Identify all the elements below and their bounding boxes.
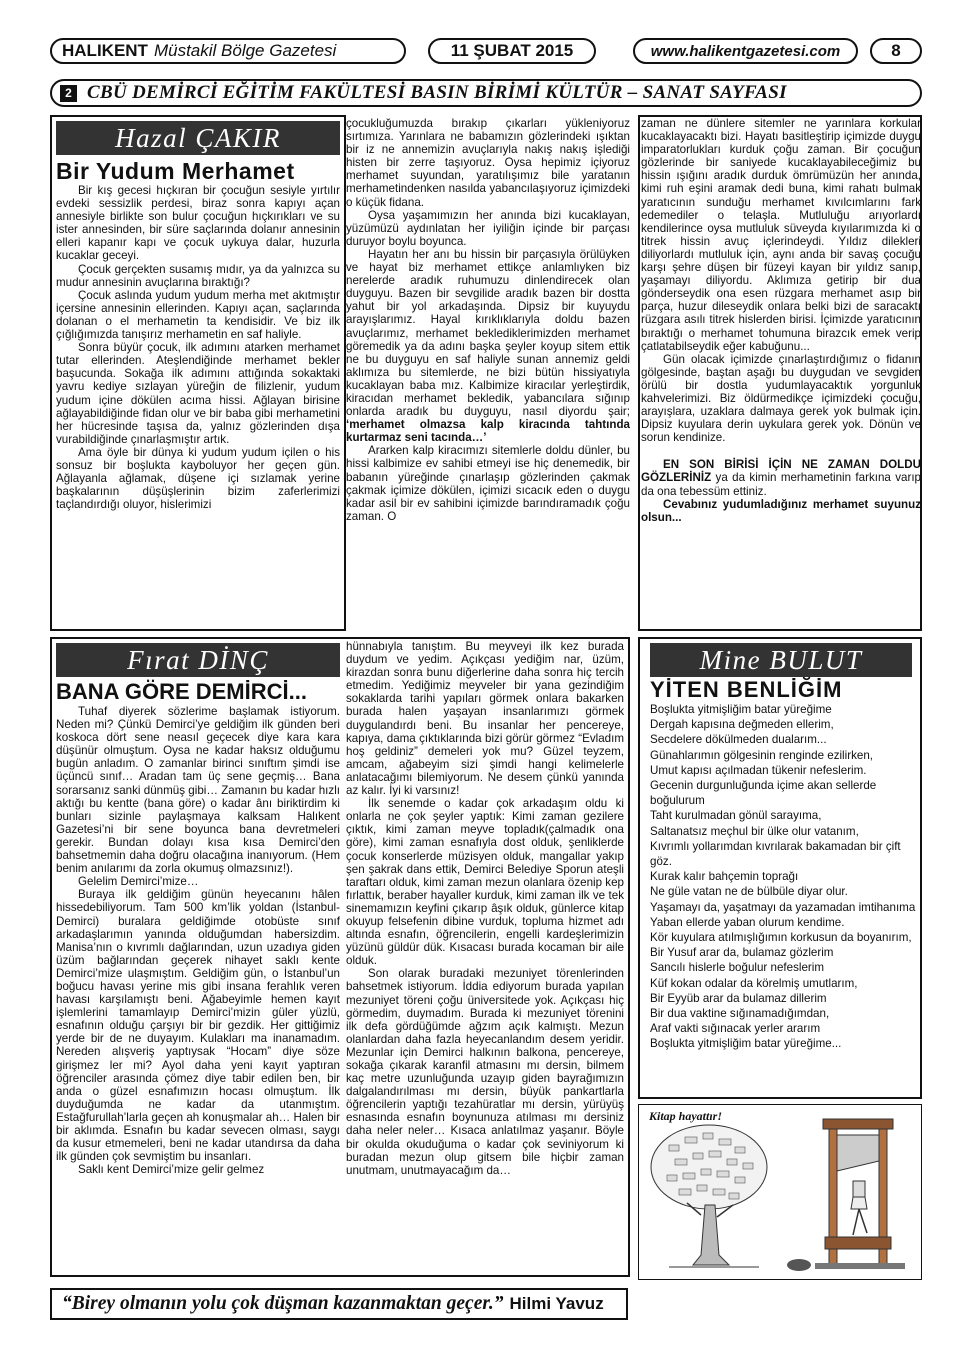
paragraph-bold-question [641, 458, 921, 497]
paragraph: zaman ne dünlere sitemler ne yarınlara korkular kucaklayacaktı bizi. Hayatı basitleştirip içimizde duygu imparatorlukları kurduk çoğu zaman. Bir çocuğun gözlerinde bir saniyede kucaklayabileceğimiz bu hissin ışığını aradık durduk ömrümüzün her anında, kimi ruh eşini aramak dedi buna, kimi rahatı bulmak yaratıcının sunduğu merhamet kıvılcımlarını fark edemediler o telaşla. Mutluluğu arıyorlardı kendilerince oysa mutluluk süveyda kıyılarımızda ki o titrek hissin avuç içlerindeydi. Yıldız dilekleri diliyorlardı mutluluk için, aynı anda bir savaş çocuğu karşı şehre düşen bir füzeyi kayan bir yıldız sanıp, yaşamayı diliyordu. Aklımıza getirip bir dua gönderseydik ona esen rüzgara merhamet asıp bir parça, huzur dileseydik onlara belki bizi de saracaktı rüzgara asılı titrek hislerden birisi. İçimizde yaratıcının bıraktığı o merhamet tohumuna birazcık emek verip çatlatabilseydik eğer kabuğunu... [641, 117, 921, 353]
poem-line: Araf vakti sığınacak yerler ararım [650, 1022, 821, 1036]
article1-column-3 [641, 117, 921, 627]
paragraph: çocukluğumuzda bırakıp çıkarları yükleniyoruz sırtımıza. Yarınlara ne babamızın gözlerindeki ışıktan bir iz ne annemizin avuçlarıyla nakış nakış işlediği histen bir zerre taşıyoruz. Oysa hepimiz içiyoruz merhamet suyundan, yaratılışımız bile yaratanın merhametindenken nasılda yabancılaşıyoruz içimizdeki o küçük fidana. [346, 117, 630, 209]
section-number: 2 [60, 85, 77, 102]
article1-author: Hazal ÇAKIR [56, 121, 340, 155]
poem-line: Taht kurulmadan gönül sarayıma, [650, 809, 822, 823]
paragraph: Ama öyle bir dünya ki yudum yudum içilen o his sonsuz bir boşlukta kayboluyor her geçen gün. Ağlayanla ağlamak, düşene içi sızlamak yerine başkalarının düşüşlerinin bizim zaferlerimizi taçlandırdığı oluyor, hislerimizi [56, 445, 340, 512]
poet-quote: ‘merhamet olmazsa kalp kiracında tahtında kurtarmaz seni tacında…’ [346, 418, 630, 445]
quote-author: Hilmi Yavuz [509, 1294, 604, 1313]
article1-column-2 [346, 117, 630, 632]
article1-headline: Bir Yudum Merhamet [56, 158, 295, 184]
poem-line: Kurak kalır bahçemin toprağı [650, 870, 799, 884]
poem-line: Ne güle vatan ne de bülbüle diyar olur. [650, 885, 848, 899]
paragraph: Oysa yaşamımızın her anında bizi kucaklayan, yüzümüzü aydınlatan her iyiliğin içinde bir parçası duruyor boylu boyunca. [346, 208, 630, 248]
poem-line: Bir Yusuf arar da, bulamaz gözlerim [650, 946, 834, 960]
poem-line: Kıvrımlı yollarımdan kıvrılarak bakamadan bir çift göz. [650, 839, 901, 869]
paragraph: Çocuk aslında yudum yudum merha met akıtmıştır içersine annesinin ellerinden. Kapıyı açan, saçlarında dolanan o el merhametin ta kendisidir. Ve biz ilk çığlığımızda tanışırız merhametin en saf haliyle. [56, 288, 340, 342]
paper-subtitle: Müstakil Bölge Gazetesi [153, 41, 337, 60]
poem-line: Kör kuyulara atılmışlığımın korkusun da boyanırım, [650, 931, 912, 945]
cartoon-image [639, 1105, 921, 1279]
quote-bar [50, 1288, 628, 1320]
poem-author: Mine BULUT [650, 643, 912, 677]
paragraph: Saklı kent Demirci’mize gelir gelmez [78, 1163, 265, 1177]
poem-line: Gecenin durgunluğunda içime akan sellerde boğulurum [650, 779, 877, 808]
paragraph: Ararken kalp kiracımızı sitemlerle doldu dünler, bu hissi kalbimize ev sahibi etmeyi ise hiç denemedik, bir babanın yüreğinde çınarlaşıp gözlerinden çakmak çakmak içimize dökülen, içimizi sıcacık eden o duygu kadar asil bir ev sahibini içimizde barındıramadık çoğu zaman. O [346, 444, 630, 523]
bold-question: EN SON BİRİSİ İÇİN NE ZAMAN DOLDU GÖZLERİNİZ [641, 458, 921, 485]
book-tree-icon [651, 1125, 767, 1267]
poem-line: Dergah kapısına değmeden ellerim, [650, 718, 834, 732]
guillotine-icon [787, 1119, 905, 1271]
paragraph: Gün olacak içimizde çınarlaştırdığımız o fidanın gölgesinde, baştan aşağı bu duygudan ve sevgiden örülü bir dostla yudumlayacaktık yorgunluk kahvelerimizi. Biz öldürmedikçe içimizdeki çocuğu, arayışlara, uzaklara dalmaya gerek yok bulmak için. Dipsiz kuyulara derin uykulara gerek yok. Dönün ve sorun kendinize. [641, 352, 921, 445]
article2-author: Fırat DİNÇ [56, 643, 340, 677]
paragraph: Buraya ilk geldiğim günün heyecanını hâlen hissedebiliyorum. Tam 500 km’lik yoldan (İstanbul- Demirci) buralara geldiğimde otobüste sınıf arkadaşlarımın yanında olduğumdan habersizdim. Manisa’nın o kıvrımlı dağlarından, uzun uzadıya giden üzüm bağlarından geçerek nihayet saklı kente Demirci’mize ulaşmıştım. Geldiğim gün, o İstanbul’un boğucu havası yerine mis gibi insana ferahlık veren havası karşılamıştı beni. Ağabeyimle hemen kayıt işlemlerini tamamlayıp Demirci’mizin güler yüzlü, esnafının olduğu çarşıyı bir bir gezdik. Her gittiğimiz yerde bir de ne duyayım. Kulakları ma inanamadım. Nereden alışveriş yaptıysak “Hocam” diye söze girişmez ler mi? Ayol daha yeni kayıt yaptıran öğrenciler arasında çömez diye tabir edilen ben, bir anda o güzel esnafımızın hocası olmuştum. İlk duyduğumda ne kadar da utanmıştım. Estağfurullah’larla geçen ah konuşmalar ah… Halen bir bir aklımda. Esnafın bu kadar sevecen olması, saygı da kusur etmemeleri, beni ne kadar utandırsa da daha ilk günden çok sevmiştim bu insanları. [56, 888, 340, 1164]
quote-text: “Birey olmanın yolu çok düşman kazanmaktan geçer.” [62, 1293, 504, 1314]
paragraph: Çocuk gerçekten susamış mıdır, ya da yalnızca su mudur annesinin avuçlarına bıraktığı? [56, 262, 340, 289]
paper-name: HALIKENT [62, 41, 148, 60]
article2-column-2 [346, 640, 624, 1272]
paragraph: Bir kış gecesi hıçkıran bir çocuğun sesiyle yırtılır evdeki sessizlik perdesi, biraz sonra kapıyı açan annesiyle birlikte son bulur çocuğun hıçkırıkları ve su ister annesinden, bir süre saçlarında dolanır annesinin elleri kapanır kapı ve çocuk uykuya dalar, huzurla kucaklar geceyi. [56, 184, 340, 263]
closing-line: Cevabınız yudumladığınız merhamet suyunuz olsun... [641, 497, 921, 524]
paragraph: Gelelim Demirci’mize… [78, 875, 199, 889]
poem-line: Yaban ellerde yaban olurum kendime. [650, 915, 845, 929]
poem-body [650, 702, 918, 1096]
newspaper-name [50, 38, 406, 64]
paragraph: hünnabıyla tanıştım. Bu meyveyi ilk kez burada duydum ve yedim. Açıkçası yediğim nar, üzüm, kirazdan sonra bunu diğerlerine daha sonra hiç tercih etmedim. Yediğimiz meyveler bir yana gezindiğim sokaklarda tarihi yapıları görmek onlara bakarken burada halen yaşayan insanlarımızı görmek duygulandırdı beni. Bu insanlar her pencereye, kapıya, dama çıktıklarında bizi görür görmez “Evladım hoş geldiniz” demeleri yok mu? Güzel teyzem, amcam, ağabeyim sizi şimdi hangi kelimelerle anlatacağımı bilemiyorum. Ne desem çünkü yanında az kalır. İyi ki varsınız! [346, 640, 624, 798]
poem-line: Boşlukta yitmişliğim batar yüreğime [650, 703, 832, 716]
poem-line: Bir Eyyüb arar da bulamaz dillerim [650, 991, 827, 1005]
paragraph: İlk senemde o kadar çok arkadaşım oldu ki onlarla ne çok şeyler yaptık: Kimi zaman gezilere çıktık, kimi zaman meyve topladık(çalmadık ona göre), kimi zaman esnafıyla dost olduk, şenliklerde çocuk konserlerde müzisyen olduk, mangallar yakıp şen şakrak dans ettik, Demirci Belediye Sporun ateşli taraftarı olduk, kimi zaman mezun olanlara özenip kep fırlattık, beraber hayaller kurduk, kimi zaman ilk ve tek sinemamızın keyfini çıkarıp âşık olduk, günlerce kitap okuyup felsefenin dibine vurduk, topluma hizmet adı altında esnafın, öğrencilerin, engelli kardeşlerimizin yüzünü güldür dük. Kısacası burada kocaman bir aile olduk. [346, 797, 624, 968]
poem-line: Günahlarımın gölgesinin renginde ezilirken, [650, 748, 873, 762]
paragraph: Sonra büyür çocuk, ilk adımını atarken merhamet tutar ellerinden. Ateşlendiğinde merhamet bekler başucunda. Sokağa ilk adımını attığında sokaktaki yavru kediye sızlayan yüreğin de filizlenir, yudum yudum içine dökülen acıma hissi. Ağlayan birisine ağlayabildiğinde fidan olur ve bir baba gibi merhametini her hücresinde taşısa da, yalnız gözlerinden dışa vurabildiğinde çınarlaşmıştır artık. [56, 341, 340, 446]
poem-line: Sancılı hislerle boğulur nefeslerim [650, 961, 824, 975]
article2-column-1 [56, 705, 340, 1271]
poem-line: Saltanatsız meçhul bir ülke olur vatanım, [650, 824, 859, 838]
poem-line: Bir dua vaktine sığınamadığımdan, [650, 1007, 830, 1021]
poem-line: Secdelere dökülmeden dualarım... [650, 733, 827, 747]
cartoon-caption: Kitap hayattır! [649, 1109, 723, 1123]
article2-headline: BANA GÖRE DEMİRCİ... [56, 679, 307, 704]
paragraph [346, 248, 630, 444]
question-tail: ya da kimin merhametinin farkına varıp da ona tebessüm ettiniz. [641, 471, 921, 498]
website-url[interactable]: www.halikentgazetesi.com [633, 38, 858, 64]
poem-line: Boşlukta yitmişliğim batar yüreğime... [650, 1037, 842, 1051]
issue-date: 11 ŞUBAT 2015 [428, 38, 596, 64]
section-title: CBÜ DEMİRCİ EĞİTİM FAKÜLTESİ BASIN BİRİMİ KÜLTÜR – SANAT SAYFASI [87, 82, 787, 103]
poem-title: YİTEN BENLİĞİM [650, 677, 843, 702]
article1-column-1 [56, 184, 340, 626]
section-header [50, 79, 922, 107]
paragraph: Son olarak buradaki mezuniyet törenlerinden bahsetmek istiyorum. İddia ediyorum burada yapılan mezuniyet töreni çoğu üniversitede yok. Açıkçası hiç görmedim, duymadım. Burada ki mezuniyet törenini ilk defa gördüğümde ağzım açık kalmıştı. Mezun olanlardan daha fazla heyecanlandım desem yeridir. Mezunlar için Demirci halkının balkona, pencereye, sokağa çıkarak karanfil atmasını mı dersin, bilmem kaç metre uzunluğunda uzayıp giden bayrağımızın dalgalandırılması mı dersin, büyük pankartlarla öğrencilerin yaptığı tezahüratlar mı dersin, yürüyüş esnasında esnafın boynunuza atılması mı dersiniz daha neler neler… Kısaca anlatılmaz yaşanır. Böyle bir okulda okuduğuma o kadar çok seviniyorum ki buradan mezun olup gitsem bile hiçbir zaman unutmam, unutmayacağım da… [346, 967, 624, 1177]
page-number: 8 [870, 38, 922, 64]
cartoon-frame [638, 1104, 922, 1280]
paragraph-text: Hayatın her anı bu hissin bir parçasıyla örülüyken ve hayat biz merhamet ettikçe anlamlıyken biz nerelerde aradık ruhumuzu dinlendirecek olan duyguyu. Bazen bir sevgilide aradık bazen bir dostta yahut bir yol arkadaşında. Dipsiz bir kuyuydu arayışlarımız. Hayal kırıklıklarıyla doldu bazen avuçlarımız, merhamet beklediklerimizden merhamet göremedik ya da adını başka şeyler koyup sitem ettik ne bu duyguyu en saf haliyle sunan annemiz geldi aklımıza bu sitemlerde, ne bizi bütün hissiyatıyla kucaklayan baba mız. Kalbimize kiracılar yerleştirdik, kiracıdan merhamet bekledik, yabancılara sığınıp onlarda aradık bu duyguyu, nasıl diyordu şair; ‘merhamet olmazsa kalp kiracında tahtında kurtarmaz seni tacında…’ [346, 247, 630, 445]
poem-line: Umut kapısı açılmadan tükenir nefeslerim. [650, 763, 867, 777]
poem-line: Küf kokan odalar da körelmiş umutlarım, [650, 976, 858, 990]
paragraph: Tuhaf diyerek sözlerime başlamak istiyorum. Neden mi? Çünkü Demirci’ye geldiğim ilk günden beri koskoca dört sene neasıl geçecek diye kara kara düşünür olmuştum. Oysa ne kadar haksız olduğumu bugün anladım. O zamanlar birinci sınıftım şimdi ise üçüncü sınıf… Aradan tam üç sene geçmiş… Bana sorarsanız sanki dünmüş gibi… Zamanın bu kadar hızlı aktığı bu kentte (bana göre) o kadar ânı biriktirdim ki bunları sizinle paylaşmaya kalksam Halıkent Gazetesi’ni bir sene boyunca bana devretmeleri gerekir. Bundan dolayı kısa kısa Demirci’den bahsetmemin daha doğru olacağına inanıyorum. (Hem benim anılarımı da zorla okumuş olmazsınız!). [56, 705, 340, 876]
poem-line: Yaşamayı da, yaşatmayı da yazamadan imtihanıma [650, 900, 916, 914]
